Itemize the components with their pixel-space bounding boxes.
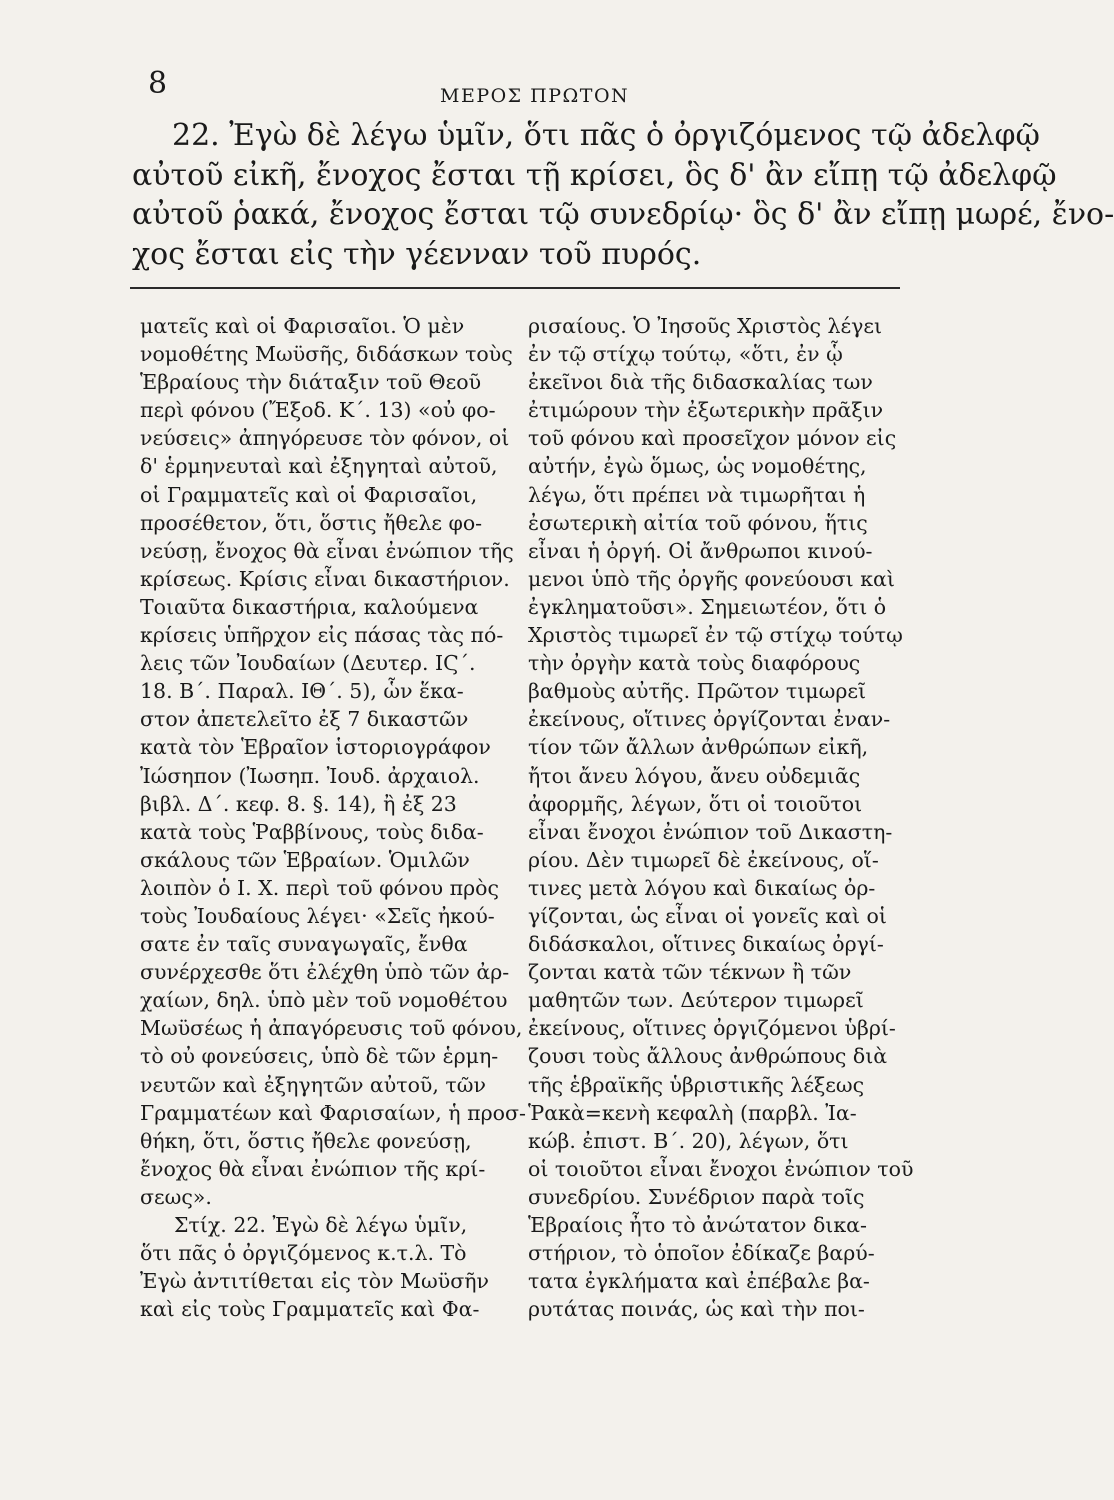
commentary-line: ἐν τῷ στίχῳ τούτῳ, «ὅτι, ἐν ᾧ bbox=[528, 342, 843, 367]
commentary-line: σατε ἐν ταῖς συναγωγαῖς, ἔνθα bbox=[140, 932, 468, 957]
commentary-line: περὶ φόνου (Ἔξοδ. Κ΄. 13) «οὐ φο- bbox=[140, 398, 496, 423]
commentary-line: τοὺς Ἰουδαίους λέγει· «Σεῖς ἠκού- bbox=[140, 903, 495, 928]
commentary-line: αὐτήν, ἐγὼ ὅμως, ὡς νομοθέτης, bbox=[528, 454, 867, 479]
commentary-line: τοῦ φόνου καὶ προσεῖχον μόνον εἰς bbox=[528, 426, 897, 451]
commentary-line: ρισαίους. Ὁ Ἰησοῦς Χριστὸς λέγει bbox=[528, 314, 883, 338]
commentary-line: 18. Β΄. Παραλ. ΙΘ΄. 5), ὧν ἕκα- bbox=[140, 679, 464, 704]
commentary-left-column bbox=[140, 312, 526, 1323]
commentary-line: Ῥακὰ=κενὴ κεφαλὴ (παρβλ. Ἰα- bbox=[528, 1100, 857, 1125]
commentary-line: Ἐγὼ ἀντιτίθεται εἰς τὸν Μωϋσῆν bbox=[140, 1269, 489, 1294]
commentary-line: ἐκείνους, οἵτινες ὀργίζονται ἐναν- bbox=[528, 707, 891, 732]
commentary-line: στον ἀπετελεῖτο ἐξ 7 δικαστῶν bbox=[140, 707, 469, 732]
commentary-line: Μωϋσέως ἡ ἀπαγόρευσις τοῦ φόνου, bbox=[140, 1016, 523, 1041]
commentary-line: ἐτιμώρουν τὴν ἐξωτερικὴν πρᾶξιν bbox=[528, 398, 884, 423]
commentary-line: Χριστὸς τιμωρεῖ ἐν τῷ στίχῳ τούτῳ bbox=[528, 623, 903, 648]
commentary-line: ἤτοι ἄνευ λόγου, ἄνευ οὐδεμιᾶς bbox=[528, 763, 861, 788]
commentary-line: στήριον, τὸ ὁποῖον ἐδίκαζε βαρύ- bbox=[528, 1241, 875, 1266]
running-head: ΜΕΡΟΣ ΠΡΩΤΟΝ bbox=[440, 85, 630, 107]
commentary-line: σεως». bbox=[140, 1184, 212, 1209]
commentary-line: καὶ εἰς τοὺς Γραμματεῖς καὶ Φα- bbox=[140, 1297, 480, 1322]
commentary-line: κατὰ τοὺς Ῥαββίνους, τοὺς διδα- bbox=[140, 819, 484, 844]
commentary-line: ἀφορμῆς, λέγων, ὅτι οἱ τοιοῦτοι bbox=[528, 791, 863, 816]
commentary-line: Ἰώσηπον (Ἰωσηπ. Ἰουδ. ἀρχαιολ. bbox=[140, 763, 480, 788]
commentary-line: ρίου. Δὲν τιμωρεῖ δὲ ἐκείνους, οἵ- bbox=[528, 847, 879, 872]
commentary-line: ἔνοχος θὰ εἶναι ἐνώπιον τῆς κρί- bbox=[140, 1156, 486, 1181]
commentary-line: νεύσῃ, ἔνοχος θὰ εἶναι ἐνώπιον τῆς bbox=[140, 538, 514, 563]
commentary-line: Ἑβραίους τὴν διάταξιν τοῦ Θεοῦ bbox=[140, 370, 482, 395]
verse-line: 22. Ἐγὼ δὲ λέγω ὑμῖν, ὅτι πᾶς ὁ ὀργιζόμενος τῷ ἀδελφῷ bbox=[172, 118, 1040, 153]
commentary-line: ματεῖς καὶ οἱ Φαρισαῖοι. Ὁ μὲν bbox=[140, 314, 465, 338]
commentary-line: τὸ οὐ φονεύσεις, ὑπὸ δὲ τῶν ἑρμη- bbox=[140, 1044, 499, 1069]
commentary-line: ζουσι τοὺς ἄλλους ἀνθρώπους διὰ bbox=[528, 1044, 888, 1069]
commentary-line: ζονται κατὰ τῶν τέκνων ἢ τῶν bbox=[528, 960, 852, 985]
verse-text bbox=[132, 116, 1114, 274]
verse-line: χος ἔσται εἰς τὴν γέενναν τοῦ πυρός. bbox=[132, 236, 702, 272]
commentary-line: προσέθετον, ὅτι, ὅστις ἤθελε φο- bbox=[140, 510, 483, 535]
commentary-line: κώβ. ἐπιστ. Β΄. 20), λέγων, ὅτι bbox=[528, 1128, 849, 1153]
commentary-line: κρίσεως. Κρίσις εἶναι δικαστήριον. bbox=[140, 566, 510, 591]
commentary-line: Γραμματέων καὶ Φαρισαίων, ἡ προσ- bbox=[140, 1100, 526, 1125]
commentary-line: χαίων, δηλ. ὑπὸ μὲν τοῦ νομοθέτου bbox=[140, 988, 508, 1013]
commentary-line: γίζονται, ὡς εἶναι οἱ γονεῖς καὶ οἱ bbox=[528, 903, 887, 928]
commentary-line: διδάσκαλοι, οἵτινες δικαίως ὀργί- bbox=[528, 932, 884, 957]
commentary-line: λεις τῶν Ἰουδαίων (Δευτερ. ΙϚ΄. bbox=[140, 651, 476, 676]
commentary-line: ἐγκληματοῦσι». Σημειωτέον, ὅτι ὁ bbox=[528, 594, 887, 619]
commentary-line: κρίσεις ὑπῆρχον εἰς πάσας τὰς πό- bbox=[140, 623, 504, 648]
commentary-line: Στίχ. 22. Ἐγὼ δὲ λέγω ὑμῖν, bbox=[174, 1213, 468, 1237]
commentary-line: μενοι ὑπὸ τῆς ὀργῆς φονεύουσι καὶ bbox=[528, 566, 895, 591]
separator-rule bbox=[130, 287, 900, 289]
commentary-line: λέγω, ὅτι πρέπει νὰ τιμωρῆται ἡ bbox=[528, 482, 866, 507]
commentary-line: ἐκεῖνοι διὰ τῆς διδασκαλίας των bbox=[528, 370, 873, 395]
commentary-line: τὴν ὀργὴν κατὰ τοὺς διαφόρους bbox=[528, 651, 861, 676]
commentary-line: εἶναι ἔνοχοι ἐνώπιον τοῦ Δικαστη- bbox=[528, 819, 893, 844]
commentary-line: σκάλους τῶν Ἑβραίων. Ὁμιλῶν bbox=[140, 847, 470, 872]
commentary-right-column bbox=[528, 312, 914, 1323]
commentary-line: νευτῶν καὶ ἐξηγητῶν αὐτοῦ, τῶν bbox=[140, 1072, 486, 1097]
commentary-line: θήκη, ὅτι, ὅστις ἤθελε φονεύσῃ, bbox=[140, 1128, 472, 1153]
commentary-line: εἶναι ἡ ὀργή. Οἱ ἄνθρωποι κινού- bbox=[528, 538, 873, 563]
page-number: 8 bbox=[148, 66, 168, 101]
commentary-line: τινες μετὰ λόγου καὶ δικαίως ὀρ- bbox=[528, 875, 876, 900]
commentary-line: συνέρχεσθε ὅτι ἐλέχθη ὑπὸ τῶν ἀρ- bbox=[140, 960, 510, 985]
commentary-line: λοιπὸν ὁ Ι. Χ. περὶ τοῦ φόνου πρὸς bbox=[140, 875, 499, 900]
commentary-line: δ' ἑρμηνευταὶ καὶ ἐξηγηταὶ αὐτοῦ, bbox=[140, 454, 498, 479]
commentary-line: βιβλ. Δ΄. κεφ. 8. §. 14), ἢ ἐξ 23 bbox=[140, 791, 457, 816]
commentary-line: τῆς ἑβραϊκῆς ὑβριστικῆς λέξεως bbox=[528, 1072, 865, 1097]
commentary-line: οἱ τοιοῦτοι εἶναι ἔνοχοι ἐνώπιον τοῦ bbox=[528, 1156, 914, 1181]
commentary-line: οἱ Γραμματεῖς καὶ οἱ Φαρισαῖοι, bbox=[140, 482, 478, 507]
commentary-line: Τοιαῦτα δικαστήρια, καλούμενα bbox=[140, 594, 479, 619]
commentary-line: τατα ἐγκλήματα καὶ ἐπέβαλε βα- bbox=[528, 1269, 870, 1294]
commentary-line: νεύσεις» ἀπηγόρευσε τὸν φόνον, οἱ bbox=[140, 426, 510, 451]
commentary-line: ὅτι πᾶς ὁ ὀργιζόμενος κ.τ.λ. Τὸ bbox=[140, 1241, 467, 1266]
commentary-line: μαθητῶν των. Δεύτερον τιμωρεῖ bbox=[528, 988, 864, 1013]
commentary-line: νομοθέτης Μωϋσῆς, διδάσκων τοὺς bbox=[140, 342, 513, 367]
verse-line: αὐτοῦ ῥακά, ἔνοχος ἔσται τῷ συνεδρίῳ· ὃς δ' ἂν εἴπῃ μωρέ, ἔνο- bbox=[132, 197, 1114, 232]
commentary-line: Ἑβραίοις ἦτο τὸ ἀνώτατον δικα- bbox=[528, 1213, 867, 1237]
commentary-line: ρυτάτας ποινάς, ὡς καὶ τὴν ποι- bbox=[528, 1297, 865, 1322]
commentary-line: κατὰ τὸν Ἑβραῖον ἱστοριογράφον bbox=[140, 735, 491, 760]
commentary-line: ἐσωτερικὴ αἰτία τοῦ φόνου, ἥτις bbox=[528, 510, 868, 535]
verse-line: αὐτοῦ εἰκῆ, ἔνοχος ἔσται τῇ κρίσει, ὃς δ' ἂν εἴπῃ τῷ ἀδελφῷ bbox=[132, 157, 1057, 193]
commentary-line: βαθμοὺς αὐτῆς. Πρῶτον τιμωρεῖ bbox=[528, 679, 867, 704]
commentary-line: ἐκείνους, οἵτινες ὀργιζόμενοι ὑβρί- bbox=[528, 1016, 896, 1041]
commentary-line: συνεδρίου. Συνέδριον παρὰ τοῖς bbox=[528, 1184, 865, 1209]
commentary-line: τίον τῶν ἄλλων ἀνθρώπων εἰκῆ, bbox=[528, 735, 869, 760]
